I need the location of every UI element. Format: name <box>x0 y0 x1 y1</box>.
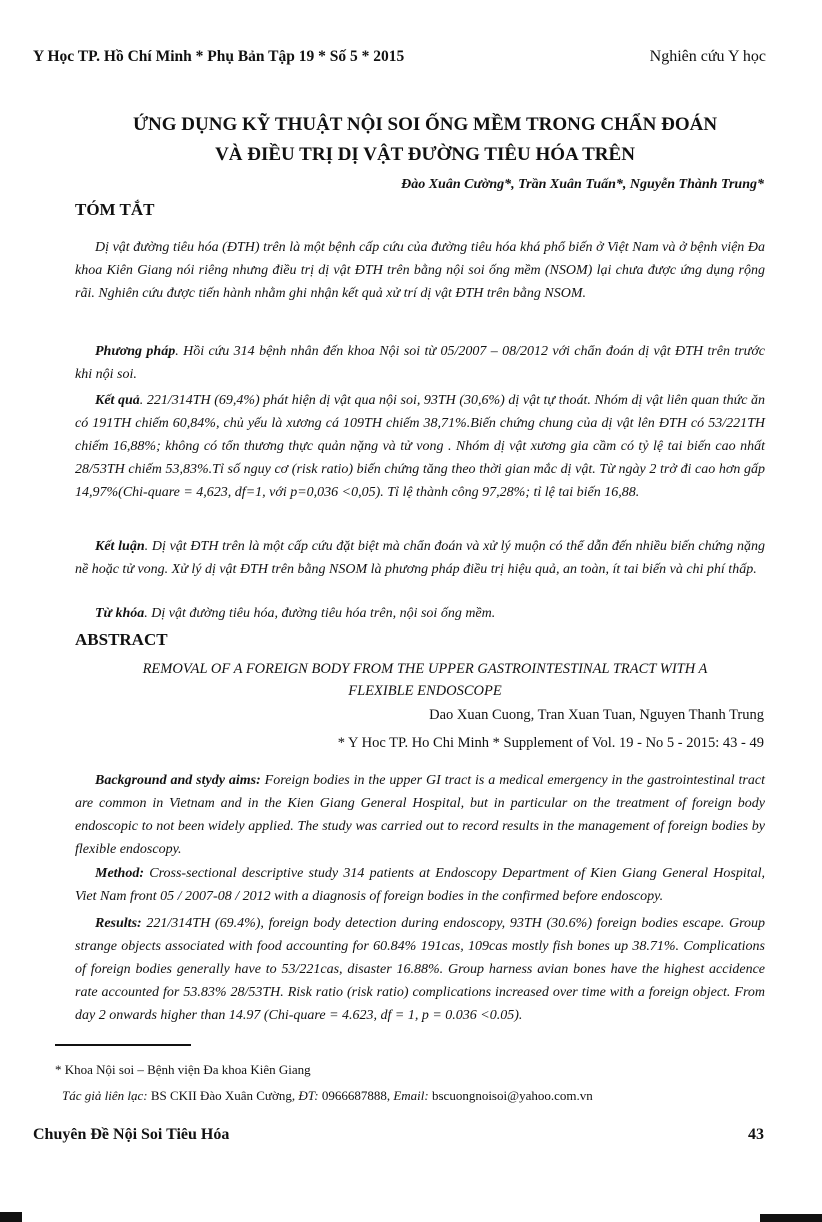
abstract-title-line-2: FLEXIBLE ENDOSCOPE <box>348 683 502 699</box>
footnote-divider <box>55 1044 191 1046</box>
results-label: Kết quả <box>95 393 140 408</box>
summary-keywords <box>75 602 765 625</box>
abstract-background <box>75 769 765 861</box>
summary-method <box>75 340 765 386</box>
paper-title <box>60 110 790 170</box>
summary-results <box>75 389 765 504</box>
title-line-1: ỨNG DỤNG KỸ THUẬT NỘI SOI ỐNG MỀM TRONG CHẨN ĐOÁN <box>132 114 718 135</box>
summary-intro: Dị vật đường tiêu hóa (ĐTH) trên là một bệnh cấp cứu của đường tiêu hóa khá phổ biến ở Việt Nam và ở bệnh viện Đa khoa Kiên Giang nói riêng nhưng điều trị dị vật ĐTH trên bằng nội soi ống mềm (NSOM) lại chưa được ứng dụng rộng rãi. Nghiên cứu được tiến hành nhằm ghi nhận kết quả xử trí dị vật ĐTH trên bằng NSOM. <box>75 240 765 301</box>
results-text: . 221/314TH (69,4%) phát hiện dị vật qua nội soi, 93TH (30,6%) dị vật tự thoát. Nhóm dị vật liên quan thức ăn có 191TH chiếm 60,84%, chủ yếu là xương cá 109TH chiếm 38,71%.Biến chứng chung của dị vật lên ĐTH có 53/221TH chiếm 16,88%; không có tổn thương thực quản nặng và tử vong . Nhóm dị vật xương gia cầm có tỷ lệ tai biến cao nhất 28/53TH chiếm 53,83%.Tỉ số nguy cơ (risk ratio) biến chứng tăng theo thời gian mắc dị vật. Từ ngày 2 trở đi cao hơn gấp 14,97%(Chi-quare = 4,623, df=1, với p=0,036 <0,05). Tỉ lệ thành công 97,28%; tỉ lệ tai biến 16,88. <box>75 393 765 500</box>
authors-en: Dao Xuan Cuong, Tran Xuan Tuan, Nguyen Thanh Trung <box>429 707 764 723</box>
method-text: . Hồi cứu 314 bệnh nhân đến khoa Nội soi từ 05/2007 – 08/2012 với chẩn đoán dị vật ĐTH trên trước khi nội soi. <box>75 344 765 382</box>
title-line-2: VÀ ĐIỀU TRỊ DỊ VẬT ĐƯỜNG TIÊU HÓA TRÊN <box>215 144 635 165</box>
abstract-method-label: Method: <box>95 866 144 881</box>
phone-label: ĐT: <box>295 1088 319 1103</box>
background-label: Background and stydy aims: <box>95 773 261 788</box>
abstract-results-label: Results: <box>95 916 142 931</box>
conclusion-text: . Dị vật ĐTH trên là một cấp cứu đặt biệt mà chẩn đoán và xử lý muộn có thể dẫn đến nhiều biến chứng nặng nề hoặc tử vong. Xử lý dị vật ĐTH trên bằng NSOM là phương pháp điều trị hiệu quả, an toàn, ít tai biến và chi phí thấp. <box>75 539 766 577</box>
keywords-text: . Dị vật đường tiêu hóa, đường tiêu hóa trên, nội soi ống mềm. <box>144 606 496 621</box>
abstract-method <box>75 862 765 908</box>
scan-mark-left <box>0 1212 22 1222</box>
abstract-title-line-1: REMOVAL OF A FOREIGN BODY FROM THE UPPER GASTROINTESTINAL TRACT WITH A <box>142 661 708 677</box>
abstract-title <box>60 658 790 702</box>
scan-mark-right <box>760 1214 822 1222</box>
abstract-method-text: Cross-sectional descriptive study 314 patients at Endoscopy Department of Kien Giang General Hospital, Viet Nam front 05 / 2007-08 / 2012 with a diagnosis of foreign bodies in the confirmed before endoscopy. <box>75 866 765 904</box>
page-number: 43 <box>748 1126 764 1143</box>
summary-heading: TÓM TẮT <box>75 200 155 219</box>
abstract-heading: ABSTRACT <box>75 630 168 649</box>
section-header: Nghiên cứu Y học <box>649 48 766 65</box>
summary-conclusion <box>75 535 765 581</box>
method-label: Phương pháp <box>95 344 176 359</box>
contact-label: Tác giả liên lạc: <box>62 1088 148 1103</box>
email-value[interactable]: bscuongnoisoi@yahoo.com.vn <box>428 1088 593 1103</box>
footnote-affiliation: * Khoa Nội soi – Bệnh viện Đa khoa Kiên Giang <box>55 1062 311 1077</box>
email-label: Email: <box>390 1088 429 1103</box>
journal-header: Y Học TP. Hồ Chí Minh * Phụ Bản Tập 19 * Số 5 * 2015 <box>33 48 405 65</box>
contact-name: BS CKII Đào Xuân Cường, <box>147 1088 296 1103</box>
conclusion-label: Kết luận <box>95 539 145 554</box>
background-text: Foreign bodies in the upper GI tract is a medical emergency in the gastrointestinal tract are common in Vietnam and in the Kien Giang General Hospital, but in particular on the treatment of foreign body endoscopic to not been widely applied. The study was carried out to record results in the management of foreign bodies by flexible endoscopy. <box>75 773 765 857</box>
footnote-contact <box>62 1088 593 1104</box>
footer-topic: Chuyên Đề Nội Soi Tiêu Hóa <box>33 1126 230 1143</box>
phone-value: 0966687888, <box>318 1088 391 1103</box>
abstract-results-text: 221/314TH (69.4%), foreign body detection during endoscopy, 93TH (30.6%) foreign bodies escape. Group strange objects associated with food accounting for 60.84% 191cas, 109cas mostly fish bones up 38.71%. Complications of foreign bodies generally have to 53/221cas, disaster 16.88%. Group harness avian bones have the highest accidence rate accounted for 53.83% 28/53TH. Risk ratio (risk ratio) complications increased over time with a foreign object. From day 2 onwards higher than 14.97 (Chi-quare = 4.623, df = 1, p = 0.036 <0.05). <box>75 916 765 1023</box>
keywords-label: Từ khóa <box>95 606 145 621</box>
citation: * Y Hoc TP. Ho Chi Minh * Supplement of Vol. 19 - No 5 - 2015: 43 - 49 <box>337 735 764 751</box>
abstract-results <box>75 912 765 1027</box>
authors-vi: Đào Xuân Cường*, Trần Xuân Tuấn*, Nguyễn Thành Trung* <box>401 177 764 192</box>
